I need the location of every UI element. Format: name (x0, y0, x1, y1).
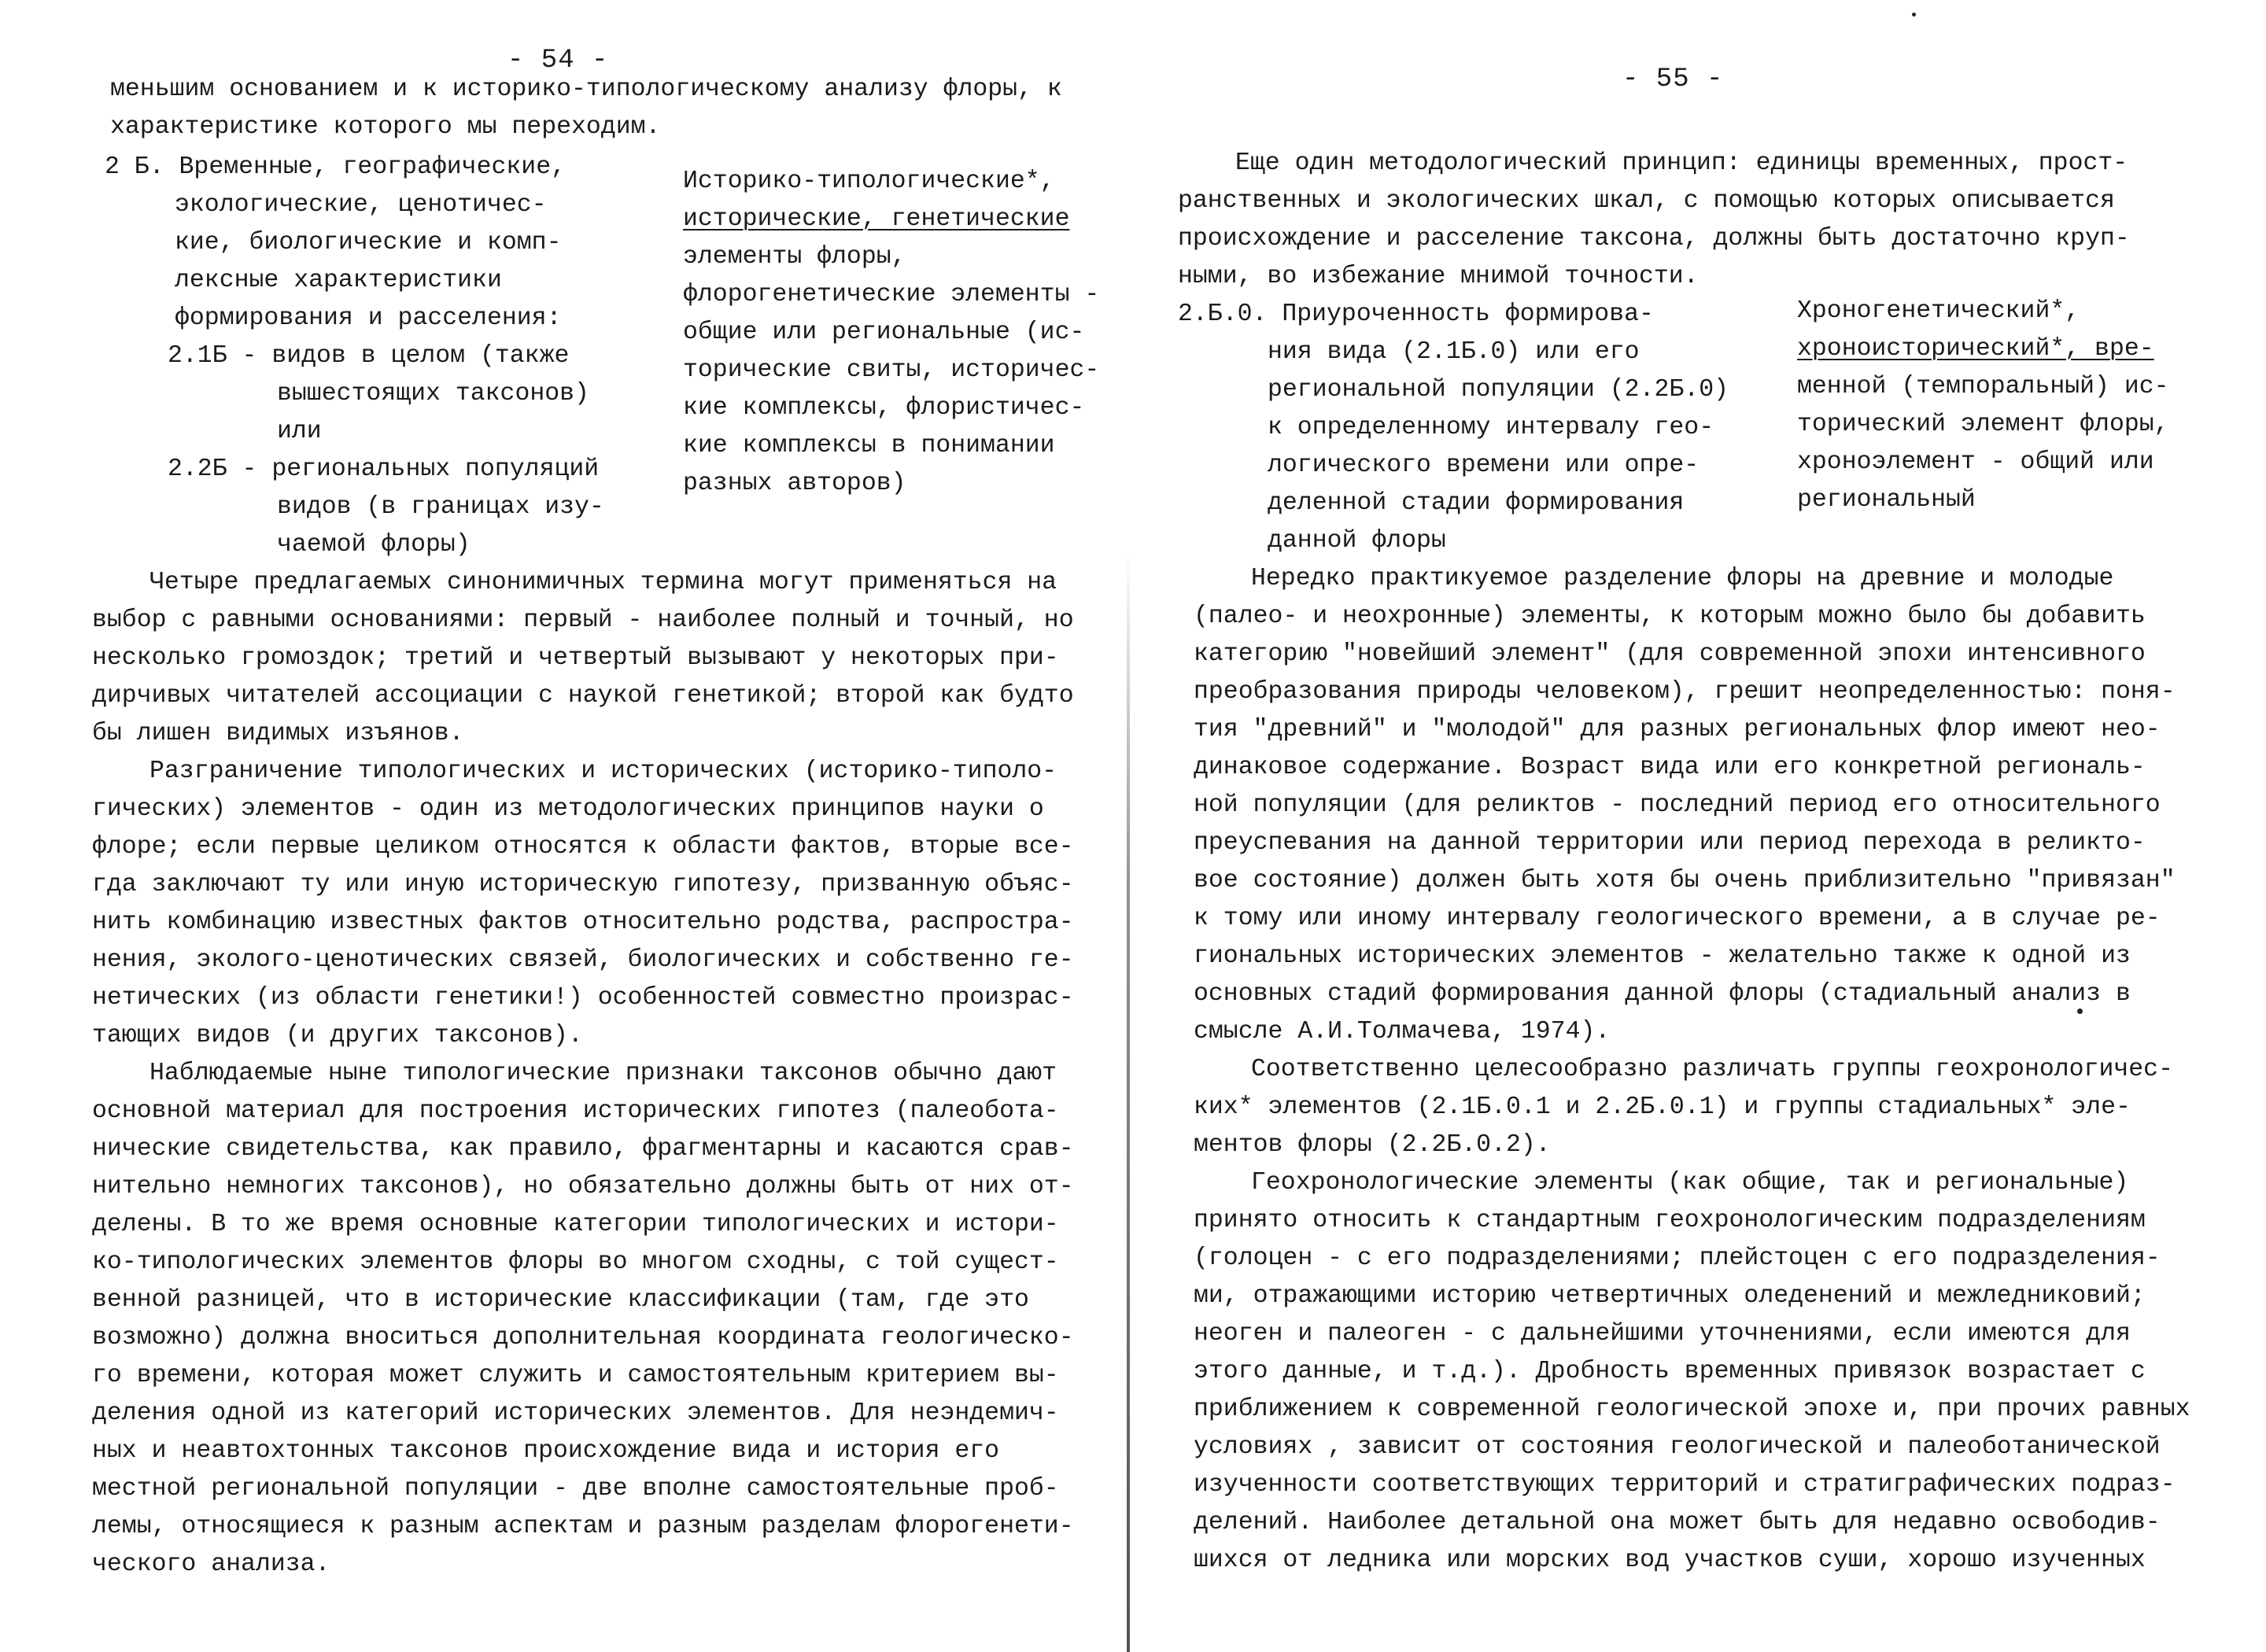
text-line: нения, эколого-ценотических связей, биологических и собственно ге- (92, 946, 1074, 974)
definition-line: экологические, ценотичес- (175, 191, 547, 219)
text-line: Нередко практикуемое разделение флоры на древние и молодые (1251, 565, 2114, 592)
text-line: ческого анализа. (92, 1551, 330, 1578)
text-line: происхождение и расселение таксона, должны быть достаточно круп- (1178, 225, 2130, 253)
term-line: хроноисторический*, вре- (1797, 335, 2154, 363)
text-line: делений. Наиболее детальной она может быть для недавно освободив- (1194, 1509, 2161, 1536)
text-line: Четыре предлагаемых синонимичных термина могут применяться на (149, 569, 1057, 596)
definition-line: или (277, 418, 322, 445)
text-line: дирчивых читателей ассоциации с наукой генетикой; второй как будто (92, 682, 1074, 710)
right-page (1133, 0, 2266, 1652)
text-line: принято относить к стандартным геохронологическим подразделениям (1194, 1207, 2146, 1234)
term-line: Историко-типологические*, (683, 168, 1055, 195)
text-line: выбор с равными основаниями: первый - наиболее полный и точный, но (92, 607, 1074, 634)
definition-heading: 2 Б. Временные, географические, (105, 153, 566, 181)
text-line: нетических (из области генетики!) особенностей совместно произрас- (92, 984, 1074, 1012)
definition-line: ния вида (2.1Б.0) или его (1268, 338, 1640, 366)
definition-line: данной флоры (1268, 527, 1446, 555)
text-line: ко-типологических элементов флоры во многом сходны, с той сущест- (92, 1248, 1059, 1276)
text-line: основных стадий формирования данной флоры (стадиальный анализ в (1194, 980, 2131, 1008)
term-line: кие комплексы, флористичес- (683, 394, 1085, 422)
text-line: смысле А.И.Толмачева, 1974). (1194, 1018, 1611, 1045)
definition-line: чаемой флоры) (277, 531, 471, 559)
text-line: Разграничение типологических и исторических (историко-типоло- (149, 758, 1057, 785)
text-line: нительно немногих таксонов), но обязательно должны быть от них от- (92, 1173, 1074, 1200)
text-line: характеристике которого мы переходим. (110, 113, 661, 141)
text-line: ными, во избежание мнимой точности. (1178, 263, 1699, 290)
term-line: разных авторов) (683, 470, 906, 497)
definition-line: 2.2Б - региональных популяций (168, 455, 600, 483)
term-line: элементы флоры, (683, 243, 906, 271)
text-line: нические свидетельства, как правило, фрагментарны и касаются срав- (92, 1135, 1074, 1163)
text-line: венной разницей, что в исторические классификации (там, где это (92, 1286, 1029, 1314)
text-line: тающих видов (и других таксонов). (92, 1022, 583, 1049)
term-line: общие или региональные (ис- (683, 319, 1085, 346)
definition-line: региональной популяции (2.2Б.0) (1268, 376, 1729, 404)
page-number: - 54 - (507, 46, 609, 76)
term-line: кие комплексы в понимании (683, 432, 1055, 459)
definition-line: к определенному интервалу гео- (1268, 414, 1714, 441)
text-line: неоген и палеоген - с дальнейшими уточнениями, если имеются для (1194, 1320, 2131, 1348)
term-line: торический элемент флоры, (1797, 411, 2169, 438)
text-line: к тому или иному интервалу геологического времени, а в случае ре- (1194, 905, 2161, 932)
text-line: гических) элементов - один из методологических принципов науки о (92, 795, 1044, 823)
text-line: (голоцен - с его подразделениями; плейстоцен с его подразделения- (1194, 1245, 2161, 1272)
text-line: ранственных и экологических шкал, с помощью которых описывается (1178, 187, 2115, 215)
ink-spot (1912, 13, 1916, 17)
text-line: условиях , зависит от состояния геологической и палеоботанической (1194, 1433, 2161, 1461)
text-line: ной популяции (для реликтов - последний период его относительного (1194, 791, 2161, 819)
ink-spot (2077, 1009, 2083, 1014)
text-line: бы лишен видимых изъянов. (92, 720, 464, 747)
term-line: торические свиты, историчес- (683, 356, 1100, 384)
definition-heading: 2.Б.0. Приуроченность формирова- (1178, 301, 1654, 328)
text-line: Еще один методологический принцип: единицы временных, прост- (1235, 149, 2128, 177)
definition-line: деленной стадии формирования (1268, 489, 1685, 517)
term-line: хроноэлемент - общий или (1797, 448, 2154, 476)
definition-line: лексные характеристики (175, 267, 502, 294)
text-line: ментов флоры (2.2Б.0.2). (1194, 1131, 1551, 1159)
text-line: тия "древний" и "молодой" для разных региональных флор имеют нео- (1194, 716, 2161, 743)
text-line: гиональных исторических элементов - желательно также к одной из (1194, 942, 2131, 970)
text-line: вое состояние) должен быть хотя бы очень приблизительно "привязан" (1194, 867, 2176, 894)
text-line: (палео- и неохронные) элементы, к которым можно было бы добавить (1194, 603, 2146, 630)
definition-line: вышестоящих таксонов) (277, 380, 589, 407)
text-line: ких* элементов (2.1Б.0.1 и 2.2Б.0.1) и группы стадиальных* эле- (1194, 1093, 2131, 1121)
text-line: ми, отражающими историю четвертичных оледенений и межледниковий; (1194, 1282, 2146, 1310)
term-line: менной (темпоральный) ис- (1797, 373, 2169, 400)
text-line: местной региональной популяции - две вполне самостоятельные проб- (92, 1475, 1059, 1503)
text-line: динаковое содержание. Возраст вида или его конкретной региональ- (1194, 754, 2146, 781)
definition-line: кие, биологические и комп- (175, 229, 562, 256)
text-line: делены. В то же время основные категории типологических и истори- (92, 1211, 1059, 1238)
text-line: возможно) должна вноситься дополнительная координата геологическо- (92, 1324, 1074, 1351)
term-line: исторические, генетические (683, 205, 1070, 233)
text-line: Геохронологические элементы (как общие, так и региональные) (1251, 1169, 2129, 1197)
text-line: приближением к современной геологической эпохе и, при прочих равных (1194, 1396, 2190, 1423)
term-line: флорогенетические элементы - (683, 281, 1100, 308)
text-line: преуспевания на данной территории или период перехода в реликто- (1194, 829, 2146, 857)
text-line: гда заключают ту или иную историческую гипотезу, призванную объяс- (92, 871, 1074, 898)
text-line: лемы, относящиеся к разным аспектам и разным разделам флорогенети- (92, 1513, 1074, 1540)
text-line: категорию "новейший элемент" (для современной эпохи интенсивного (1194, 640, 2146, 668)
definition-line: 2.1Б - видов в целом (также (168, 342, 570, 370)
text-line: ных и неавтохтонных таксонов происхождение вида и история его (92, 1437, 1000, 1465)
definition-line: видов (в границах изу- (277, 493, 604, 521)
text-line: Соответственно целесообразно различать группы геохронологичес- (1251, 1056, 2173, 1083)
text-line: Наблюдаемые ныне типологические признаки таксонов обычно дают (149, 1060, 1057, 1087)
text-line: преобразования природы человеком), грешит неопределенностью: поня- (1194, 678, 2176, 706)
text-line: шихся от ледника или морских вод участков суши, хорошо изученных (1194, 1547, 2146, 1574)
page-number: - 55 - (1622, 65, 1724, 94)
term-line: региональный (1797, 486, 1976, 514)
text-line: несколько громоздок; третий и четвертый вызывают у некоторых при- (92, 644, 1059, 672)
text-line: этого данные, и т.д.). Дробность временных привязок возрастает с (1194, 1358, 2146, 1385)
definition-line: логического времени или опре- (1268, 452, 1700, 479)
definition-line: формирования и расселения: (175, 304, 562, 332)
text-line: флоре; если первые целиком относятся к области фактов, вторые все- (92, 833, 1074, 861)
text-line: го времени, которая может служить и самостоятельным критерием вы- (92, 1362, 1059, 1389)
text-line: нить комбинацию известных фактов относительно родства, распростра- (92, 909, 1074, 936)
term-line: Хроногенетический*, (1797, 297, 2080, 325)
text-line: деления одной из категорий исторических элементов. Для неэндемич- (92, 1399, 1059, 1427)
text-line: изученности соответствующих территорий и стратиграфических подраз- (1194, 1471, 2176, 1499)
text-line: меньшим основанием и к историко-типологическому анализу флоры, к (110, 76, 1062, 103)
text-line: основной материал для построения исторических гипотез (палеобота- (92, 1097, 1059, 1125)
